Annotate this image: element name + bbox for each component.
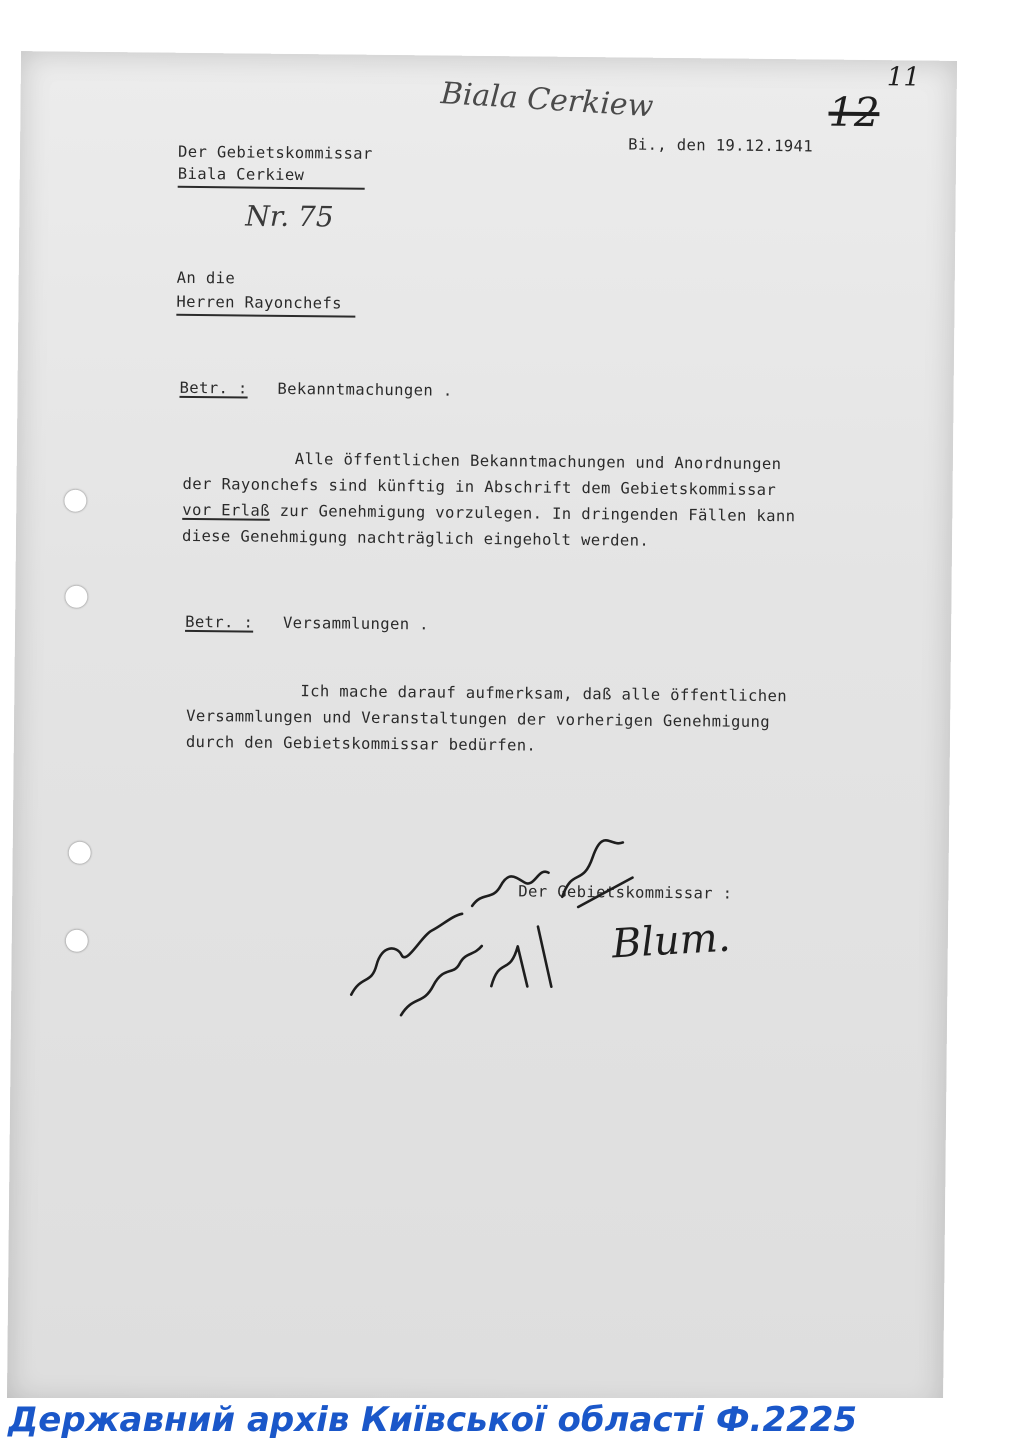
folio-old-number: 12 — [828, 89, 880, 137]
punch-hole — [66, 930, 88, 952]
paragraph-2-line-3: durch den Gebietskommissar bedürfen. — [185, 732, 537, 755]
paragraph-1-line-3 — [182, 501, 795, 525]
handwritten-header: Biala Cerkiew — [439, 75, 655, 125]
sender-line-1: Der Gebietskommissar — [177, 142, 373, 163]
paragraph-1-line-1: Alle öffentlichen Bekanntmachungen und Anordnungen — [294, 450, 782, 474]
subject-2 — [185, 613, 429, 634]
paragraph-1-line-3-rest: zur Genehmigung vorzulegen. In dringenden Fällen kann — [279, 501, 796, 526]
folio-number: 11 — [886, 62, 921, 93]
punch-hole — [65, 586, 87, 608]
handwritten-reference: Nr. 75 — [245, 199, 334, 234]
recipient-line-2: Herren Rayonchefs — [176, 293, 356, 318]
recipient-line-1: An die — [176, 268, 236, 288]
paragraph-1-line-4: diese Genehmigung nachträglich eingeholt werden. — [181, 526, 650, 550]
archive-caption: Державний архів Київської області Ф.2225 — [8, 1400, 858, 1440]
sender-line-2: Biala Cerkiew — [178, 165, 365, 190]
footer — [0, 1398, 1024, 1446]
punch-hole — [64, 490, 86, 512]
signature-title: Der Gebietskommissar : — [518, 882, 733, 903]
punch-hole — [69, 842, 91, 864]
subject-1-text: Bekanntmachungen . — [277, 379, 453, 400]
document-page — [7, 51, 957, 1413]
paragraph-2-line-1: Ich mache darauf aufmerksam, daß alle öffentlichen — [300, 682, 788, 706]
date-line: Bi., den 19.12.1941 — [628, 135, 814, 156]
subject-1-label: Betr. : — [179, 378, 248, 398]
paragraph-1-underlined-phrase: vor Erlaß — [182, 500, 270, 520]
subject-2-text: Versammlungen . — [282, 613, 430, 634]
handwritten-annotation — [341, 835, 643, 1028]
paragraph-1-line-2: der Rayonchefs sind künftig in Abschrift dem Gebietskommissar — [182, 474, 777, 500]
paragraph-2-line-2: Versammlungen und Veranstaltungen der vorherigen Genehmigung — [186, 706, 771, 732]
subject-2-label: Betr. : — [185, 612, 254, 632]
subject-1 — [179, 379, 452, 400]
signature: Blum. — [610, 914, 732, 968]
